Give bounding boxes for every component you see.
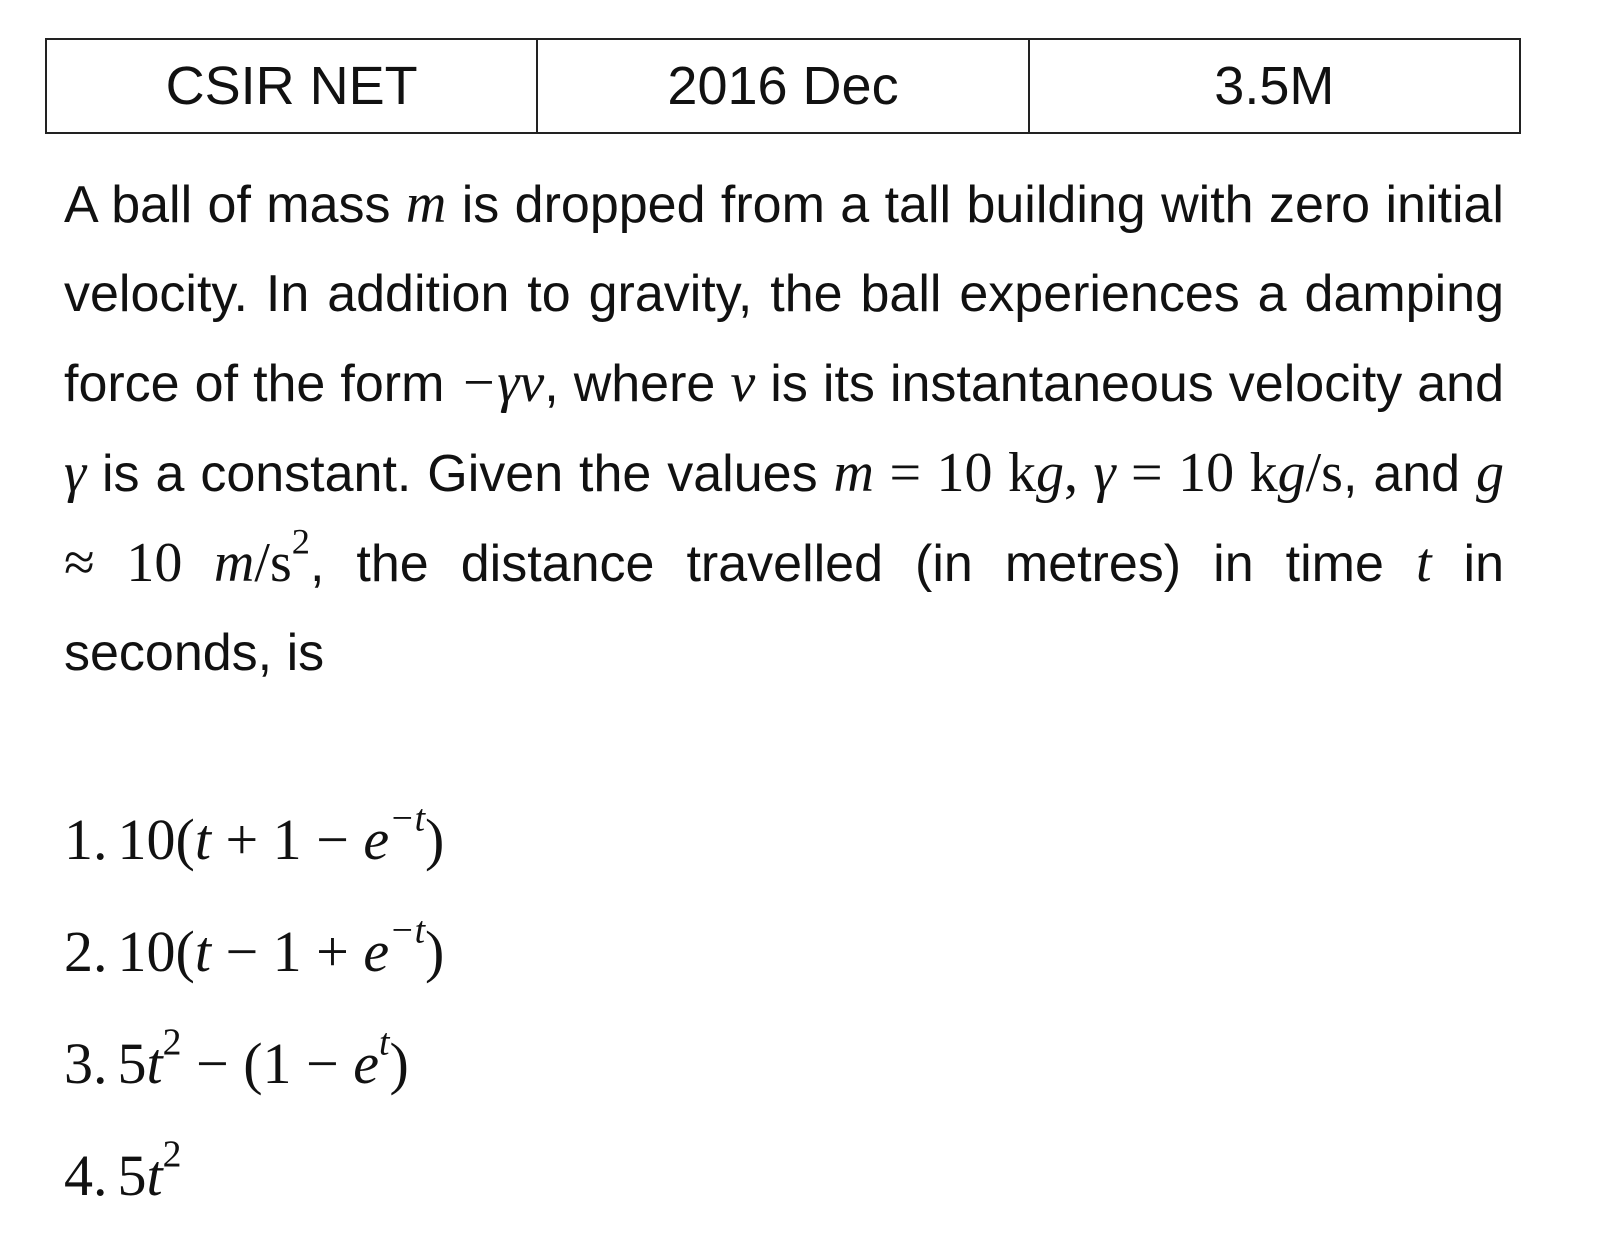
question-text-part-4: is its instantaneous velocity and [755, 355, 1505, 413]
option-2[interactable] [64, 902, 1264, 1014]
option-exponent: −t [389, 797, 426, 840]
header-row [46, 39, 1520, 133]
option-number: 1. [64, 807, 108, 872]
question-text-part-6: , and [1342, 445, 1477, 503]
gamma-variable: γ [64, 442, 87, 504]
damping-force-expression: −γv [459, 352, 545, 414]
gravity-exponent: 2 [291, 521, 310, 562]
velocity-variable: v [730, 352, 756, 414]
question-text-part-3: , where [544, 355, 731, 413]
option-exponent: 2 [162, 1021, 182, 1064]
option-expression: 10(t − 1 + e [117, 919, 390, 984]
question-text-part-8: in seconds, is [64, 535, 1505, 682]
question-text-part-2: is dropped from a tall building with zero initial velocity. In addition to gravity, the ball experiences a damping force of the form [64, 176, 1504, 413]
question-text-part-5: is a constant. Given the values [86, 445, 834, 503]
question-text [64, 160, 1504, 698]
question-text-part-1: A ball of mass [64, 176, 406, 234]
option-number: 4. [64, 1143, 108, 1208]
option-expression-tail: ) [425, 807, 445, 872]
time-variable: t [1415, 532, 1432, 594]
question-header-table [45, 38, 1521, 134]
option-exponent: 2 [162, 1133, 182, 1176]
answer-options [64, 790, 1264, 1238]
option-expression: 5t [117, 1031, 163, 1096]
option-exponent: −t [389, 909, 426, 952]
exam-session-cell: 2016 Dec [537, 39, 1028, 133]
option-expression: 10(t + 1 − e [117, 807, 390, 872]
option-4[interactable] [64, 1126, 1264, 1238]
option-expression-tail-2: ) [389, 1031, 409, 1096]
marks-cell: 3.5M [1029, 39, 1520, 133]
given-values-expression: m = 10 kg, γ = 10 kg/s [833, 442, 1343, 504]
option-expression: 5t [117, 1143, 163, 1208]
option-number: 2. [64, 919, 108, 984]
option-expression-tail: − (1 − e [195, 1031, 379, 1096]
option-number: 3. [64, 1031, 108, 1096]
exam-name-cell: CSIR NET [46, 39, 537, 133]
gravity-value: g ≈ 10 m/s [64, 442, 1505, 594]
option-3[interactable] [64, 1014, 1264, 1126]
mass-variable: m [405, 173, 447, 235]
option-expression-tail: ) [425, 919, 445, 984]
option-1[interactable] [64, 790, 1264, 902]
question-text-part-7: , the distance travelled (in metres) in time [309, 535, 1416, 593]
option-exponent-2: t [378, 1021, 390, 1064]
